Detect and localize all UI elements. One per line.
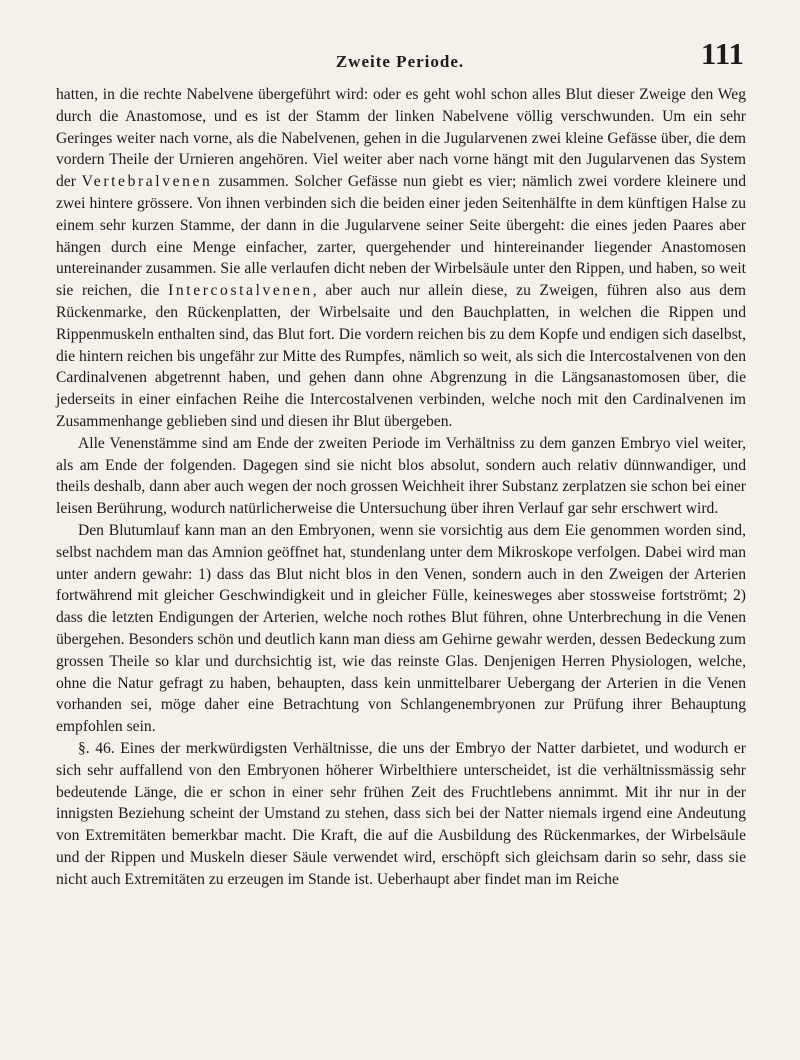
page-number: 111 [700,36,744,71]
text-segment: hatten, in die rechte Nabelvene übergeführt wird: oder es geht wohl schon alles Blut dieser Zweige den Weg durch die Anastomose, und es ist der Stamm der linken Nabelvene völlig verschwunden. Um ein sehr Geringes weiter nach vorne, als die Nabelvenen, gehen in die Jugularvenen zwei kleine Gefässe über, die dem vordern Theile der Urnieren angehören. Viel weiter aber nach vorne hängt mit den Jugularvenen das System der [56,86,746,191]
paragraph [56,520,746,738]
paragraph [56,433,746,520]
paragraph [56,84,746,433]
text-segment: §. 46. Eines der merkwürdigsten Verhältnisse, die uns der Embryo der Natter darbietet, und wodurch er sich sehr auffallend von den Embryonen höherer Wirbelthiere unterscheidet, ist die verhältnissmässig sehr bedeutende Länge, die er schon in einer sehr frühen Zeit des Fruchtlebens annimmt. Mit ihr nur in der innigsten Beziehung scheint der Umstand zu stehen, dass sich bei der Natter niemals irgend eine Andeutung von Extremitäten bemerkbar macht. Die Kraft, die auf die Ausbildung des Rückenmarkes, der Wirbelsäule und der Rippen und Muskeln dieser Säule verwendet wird, erschöpft sich gleichsam darin so sehr, dass sie nicht auch Extremitäten zu erzeugen im Stande ist. Ueberhaupt aber findet man im Reiche [56,739,746,888]
text-segment: Den Blutumlauf kann man an den Embryonen, wenn sie vorsichtig aus dem Eie genommen worden sind, selbst nachdem man das Amnion geöffnet hat, stundenlang unter dem Mikroskope verfolgen. Dabei wird man unter andern gewahr: 1) dass das Blut nicht blos in den Venen, sondern auch in den Zweigen der Arterien fortwährend mit gleicher Geschwindigkeit und in gleicher Fülle, keinesweges aber stossweise fortströmt; 2) dass die letzten Endigungen der Arterien, welche noch rothes Blut führen, ohne Unterbrechung in die Venen übergehen. Besonders schön und deutlich kann man diess am Gehirne gewahr werden, dessen Bedeckung zum grossen Theile so klar und durchsichtig ist, wie das reinste Glas. Denjenigen Herren Physiologen, welche, ohne die Natur gefragt zu haben, behaupten, dass kein unmittelbarer Uebergang der Arterien in die Venen vorhanden sei, möge daher eine Betrachtung von Schlangenembryonen zur Prüfung ihrer Behauptung empfohlen sein. [56,521,746,736]
text-segment: Alle Venenstämme sind am Ende der zweiten Periode im Verhältniss zu dem ganzen Embryo viel weiter, als am Ende der folgenden. Dagegen sind sie nicht blos absolut, sondern auch relativ dünnwandiger, und theils deshalb, dann aber auch wegen der noch grossen Weichheit ihrer Substanz zerplatzen sie schon bei einer leisen Berührung, wodurch natürlicherweise die Untersuchung über ihren Verlauf gar sehr erschwert wird. [56,434,746,518]
section-paragraph [56,738,746,891]
text-segment: zusammen. Solcher Gefässe nun giebt es vier; nämlich zwei vordere kleinere und zwei hintere grössere. Von ihnen verbinden sich die beiden einer jeden Seitenhälfte in dem künftigen Halse zu einem sehr kurzen Stamme, der dann in die Jugularvene seiner Seite übergeht: die eines jeden Paares aber hängen durch eine Menge einfacher, zarter, quergehender und hintereinander liegender Anastomosen untereinander zusammen. Sie alle verlaufen dicht neben der Wirbelsäule unter den Rippen, und haben, so weit sie reichen, die [56,173,747,300]
spaced-term: Intercostalvenen [168,282,313,300]
spaced-term: Vertebralvenen [81,173,213,191]
body-text [56,84,746,890]
text-segment: , aber auch nur allein diese, zu Zweigen, führen also aus dem Rückenmarke, den Rückenplatten, der Wirbelsaite und den Bauchplatten, in welchen die Rippen und Rippenmuskeln enthalten sind, das Blut fort. Die vordern reichen bis zu dem Kopfe und endigen sich daselbst, die hintern reichen bis ungefähr zur Mitte des Rumpfes, nämlich so weit, als sich die Intercostalvenen von den Cardinalvenen abgetrennt haben, und gehen dann ohne Abgrenzung in die Längsanastomosen über, die jederseits in einer einfachen Reihe die Intercostalvenen verbinden, welche noch mit den Cardinalvenen im Zusammenhange geblieben sind und diesen ihr Blut übergeben. [56,282,746,430]
running-title: Zweite Periode. [335,52,465,71]
